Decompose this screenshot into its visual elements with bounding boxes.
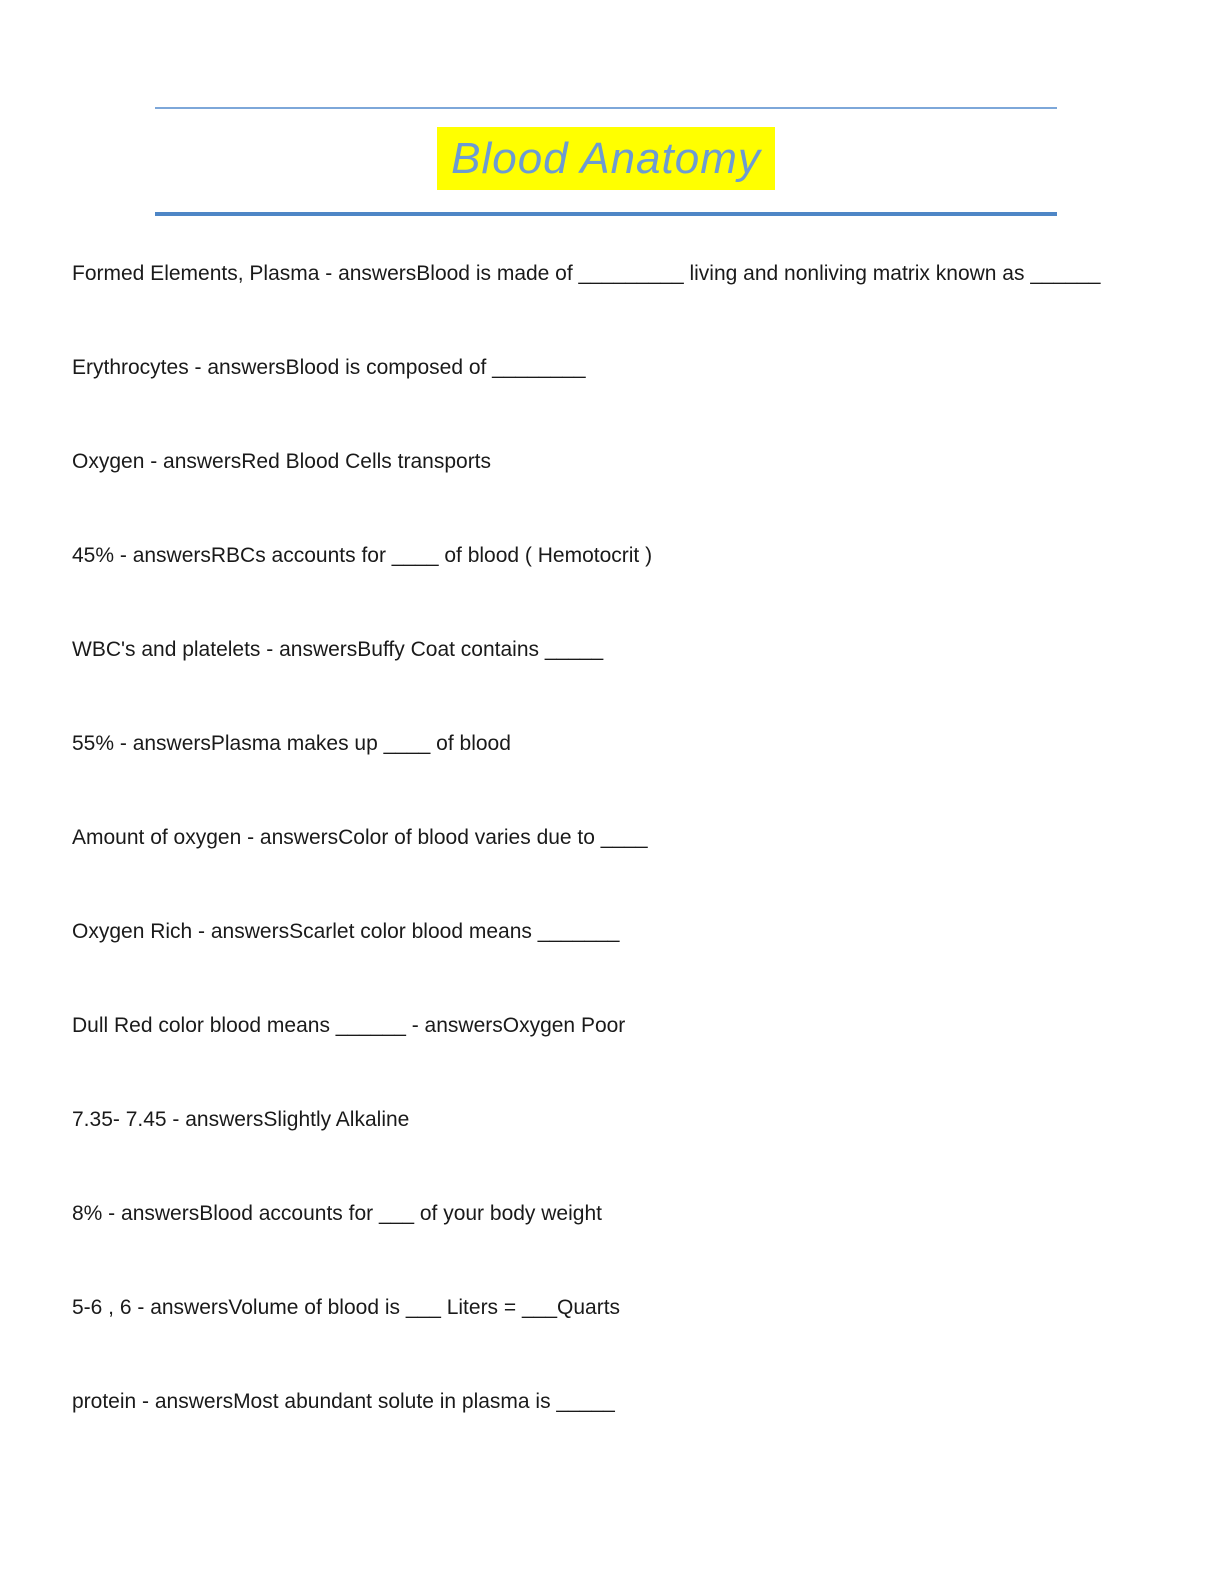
qa-line: 55% - answersPlasma makes up ____ of blood: [72, 732, 511, 755]
qa-line: Dull Red color blood means ______ - answersOxygen Poor: [72, 1014, 626, 1037]
qa-line: 5-6 , 6 - answersVolume of blood is ___ Liters = ___Quarts: [72, 1296, 621, 1319]
qa-line: WBC's and platelets - answersBuffy Coat contains _____: [72, 638, 604, 661]
qa-line: 7.35- 7.45 - answersSlightly Alkaline: [72, 1108, 410, 1131]
qa-line: 8% - answersBlood accounts for ___ of your body weight: [72, 1202, 602, 1225]
qa-line: Erythrocytes - answersBlood is composed of ________: [72, 356, 586, 379]
title-inner: [155, 109, 1057, 212]
qa-list: [72, 216, 1152, 1414]
qa-line: Oxygen - answersRed Blood Cells transports: [72, 450, 492, 473]
page-title: Blood Anatomy: [437, 127, 775, 190]
qa-line: 45% - answersRBCs accounts for ____ of blood ( Hemotocrit ): [72, 544, 653, 567]
qa-line: Formed Elements, Plasma - answersBlood is made of _________ living and nonliving matrix known as ______: [72, 262, 1101, 285]
qa-line: protein - answersMost abundant solute in plasma is _____: [72, 1390, 615, 1413]
qa-line: Amount of oxygen - answersColor of blood varies due to ____: [72, 826, 648, 849]
qa-line: Oxygen Rich - answersScarlet color blood means _______: [72, 920, 620, 943]
title-section: [155, 107, 1057, 216]
